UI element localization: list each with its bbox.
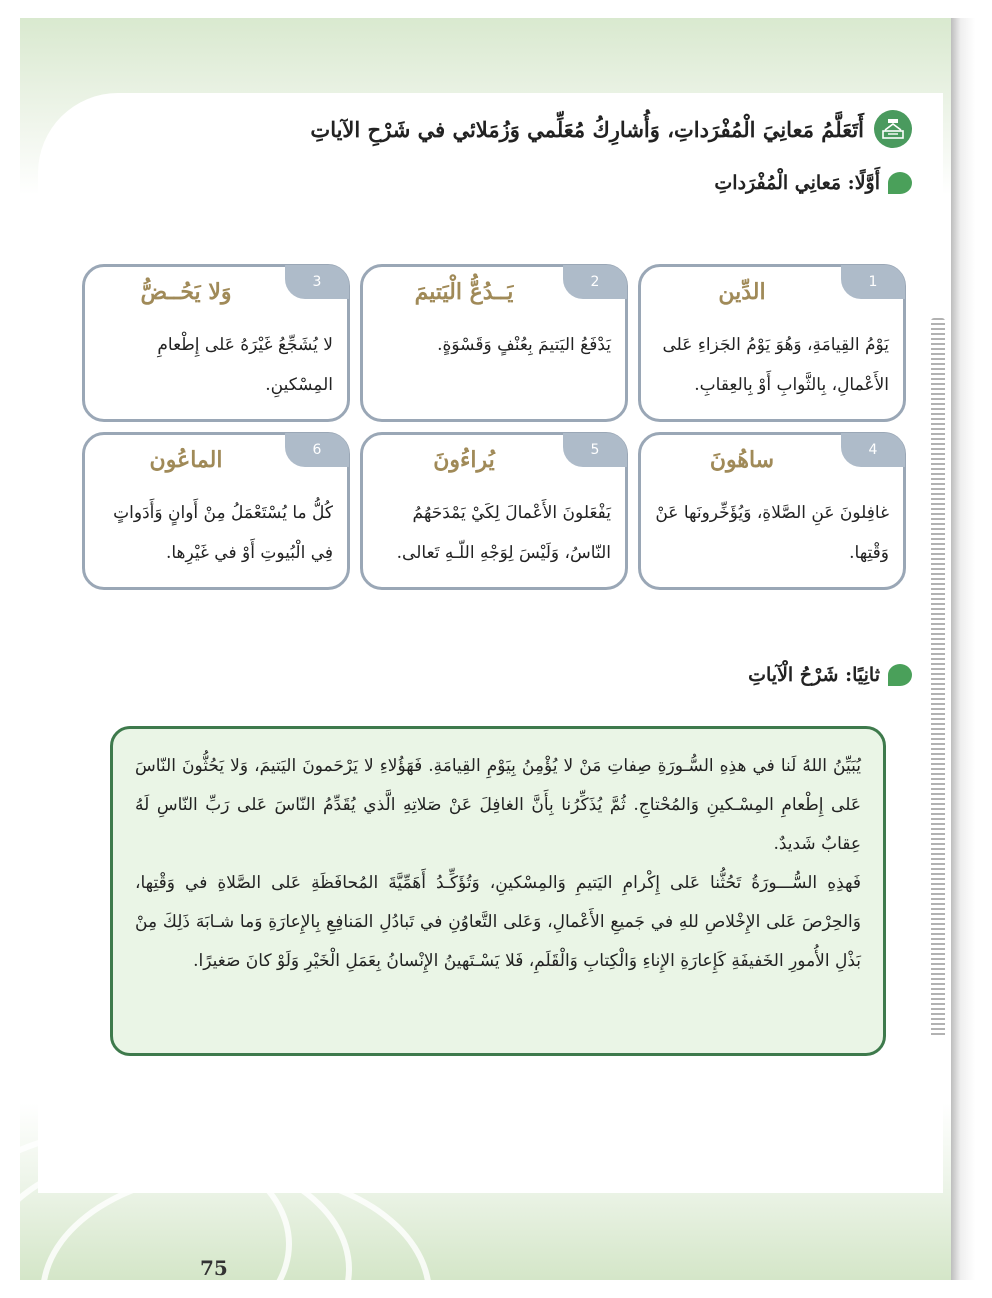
page-number: 75 (200, 1256, 228, 1280)
book-page (20, 18, 975, 1280)
vocab-card (360, 264, 628, 422)
lesson-heading (310, 110, 912, 148)
card-number: 1 (841, 265, 905, 299)
section2-title: ثانِيًا: شَرْحُ الْآياتِ (748, 664, 880, 686)
margin-small-print (931, 318, 945, 1038)
page-title: أَتَعَلَّمُ مَعانِيَ الْمُفْرَداتِ، وَأُشارِكُ مُعَلِّمي وَزُمَلائي في شَرْحِ الآياتِ (310, 116, 864, 142)
leaf-bullet-icon (888, 664, 912, 686)
card-word: يُراءُونَ (433, 447, 495, 473)
card-word: يَــدُعُّ الْيَتيمَ (414, 279, 514, 305)
card-word: الماعُون (149, 447, 223, 473)
card-meaning: لا يُشَجِّعُ غَيْرَهُ عَلى إِطْعامِ المِسْكينِ. (157, 335, 333, 395)
section2-heading (748, 664, 912, 686)
section1-title: أَوَّلًا: مَعانِي الْمُفْرَداتِ (714, 172, 880, 194)
page-binding-edge (951, 18, 975, 1280)
card-number: 6 (285, 433, 349, 467)
card-meaning: كُلُّ ما يُسْتَعْمَلُ مِنْ أَوانٍ وَأَدَواتٍ فِي الْبُيوتِ أَوْ في غَيْرِها. (113, 503, 333, 563)
leaf-bullet-icon (888, 172, 912, 194)
card-meaning: يَدْفَعُ اليَتيمَ بِعُنْفٍ وَقَسْوَةٍ. (437, 335, 611, 355)
card-word: ساهُونَ (709, 447, 775, 473)
card-number: 5 (563, 433, 627, 467)
card-word: الدِّين (718, 279, 766, 305)
card-word: وَلا يَحُــضُّ (140, 279, 232, 305)
card-number: 2 (563, 265, 627, 299)
vocab-card (360, 432, 628, 590)
card-meaning: غافِلونَ عَنِ الصَّلاةِ، وَيُؤَخِّرونَها عَنْ وَقْتِها. (655, 503, 889, 563)
vocab-card (638, 264, 906, 422)
card-number: 4 (841, 433, 905, 467)
explanation-box (110, 726, 886, 1056)
card-meaning: يَوْمُ القِيامَةِ، وَهُوَ يَوْمُ الجَزاءِ عَلى الأَعْمالِ، بِالثَّوابِ أَوْ بِالعِقابِ. (662, 335, 889, 395)
vocab-card (638, 432, 906, 590)
section1-heading (714, 172, 912, 194)
explanation-paragraph: فَهذِهِ السُّـــورَةُ تَحُثُّنا عَلى إِكْرامِ اليَتيمِ وَالمِسْكينِ، وَتُؤَكِّـدُ أَهَمِّيَّةَ المُحافَظَةِ عَلى الصَّلاةِ في وَقْتِها، وَالحِرْصَ عَلى الإِخْلاصِ للهِ في جَميعِ الأَعْمالِ، وَعَلى التَّعاوُنِ في تَبادُلِ المَنافِعِ بِالإِعارَةِ وَما شـابَهَ ذَلِكَ مِنْ بَذْلِ الأُمورِ الخَفيفَةِ كَإِعارَةِ الإِناءِ وَالْكِتابِ وَالْقَلَمِ، فَلا يَسْـتَهينُ الإِنْسانُ بِعَمَلِ الْخَيْرِ وَلَوْ كانَ صَغيرًا. (135, 873, 861, 971)
explanation-paragraph: يُبَيِّنُ اللهُ لَنا في هذِهِ السُّـورَةِ صِفاتِ مَنْ لا يُؤْمِنُ بِيَوْمِ القِيامَةِ. فَهَؤُلاءِ لا يَرْحَمونَ اليَتيمَ، وَلا يَحُثُّونَ النّاسَ عَلى إِطْعامِ المِسْـكينِ وَالمُحْتاجِ. ثُمَّ يُذَكِّرُنا بِأَنَّ الغافِلَ عَنْ صَلاتِهِ الَّذي يُقَدِّمُ النّاسَ عَلى رَبِّ النّاسِ لَهُ عِقابٌ شَديدٌ. (135, 756, 861, 854)
card-number: 3 (285, 265, 349, 299)
vocab-card (82, 432, 350, 590)
book-stand-icon (874, 110, 912, 148)
card-meaning: يَفْعَلونَ الأَعْمالَ لِكَيْ يَمْدَحَهُمُ النّاسُ، وَلَيْسَ لِوَجْهِ اللّـهِ تَعالى. (396, 503, 611, 563)
vocab-card (82, 264, 350, 422)
